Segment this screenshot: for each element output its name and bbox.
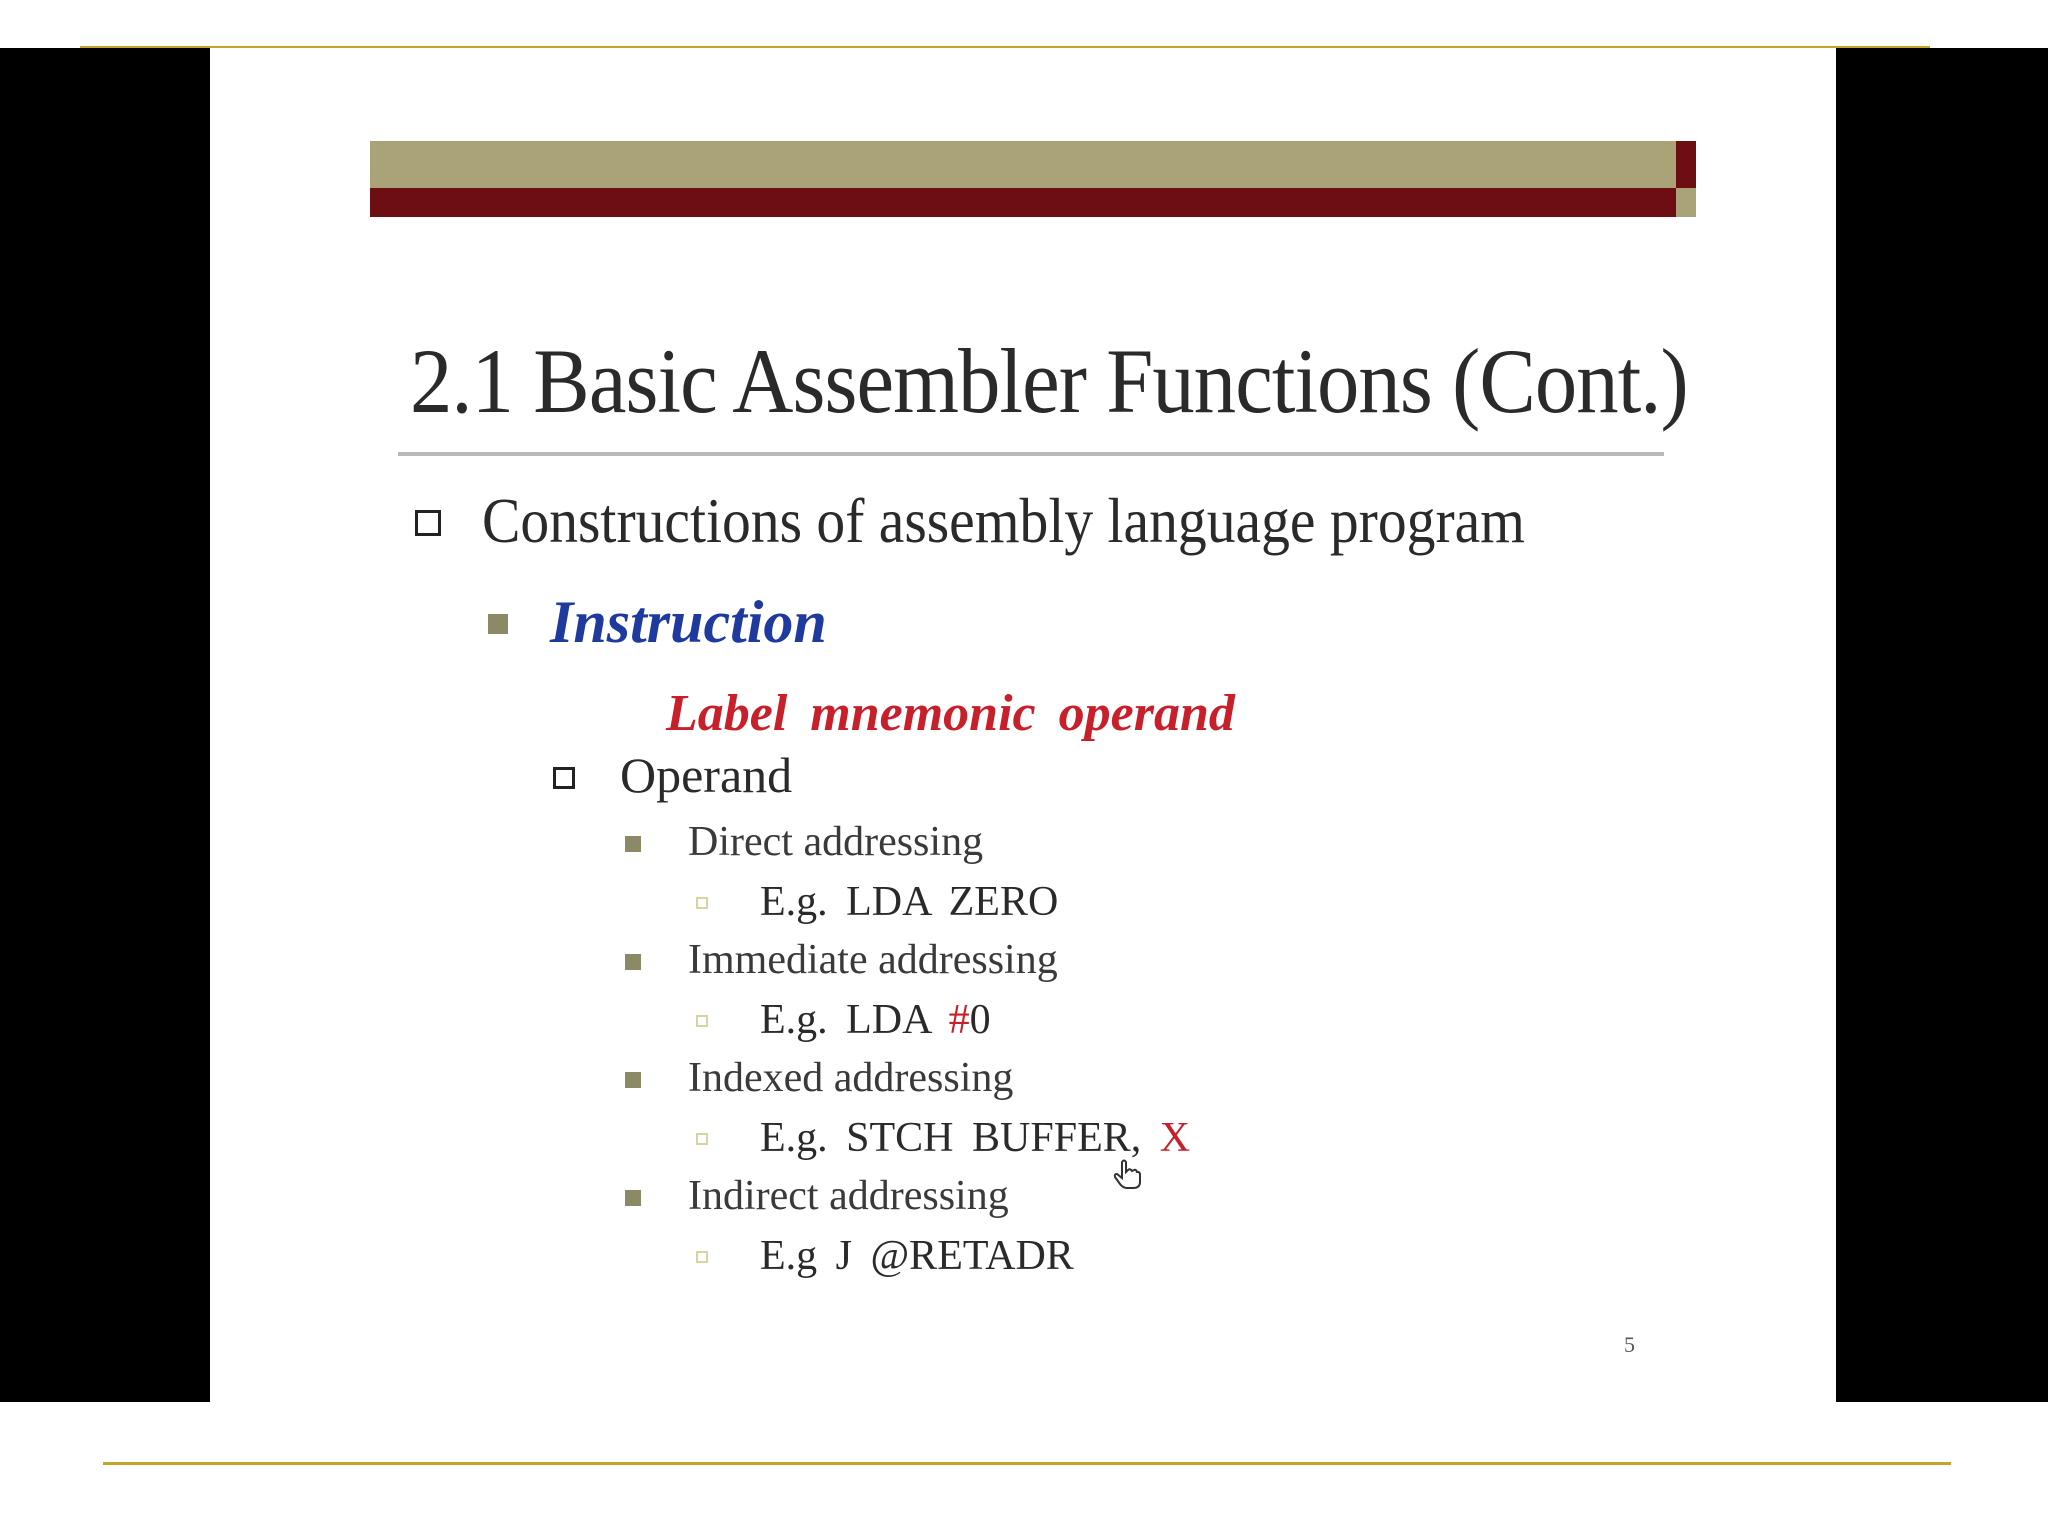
indirect-addressing-example: E.g J @RETADR xyxy=(760,1233,1074,1279)
immediate-addressing-label: Immediate addressing xyxy=(688,937,1058,983)
item-bullet-icon xyxy=(625,954,641,970)
slide xyxy=(210,48,1836,1402)
example-text-rest: 0 xyxy=(969,997,991,1043)
item-bullet-icon xyxy=(625,836,641,852)
header-olive-band xyxy=(370,141,1676,188)
slide-title: 2.1 Basic Assembler Functions (Cont.) xyxy=(410,330,1688,432)
instruction-heading: Instruction xyxy=(550,589,827,655)
hand-pointer-icon xyxy=(1112,1158,1142,1190)
immediate-addressing-example xyxy=(760,996,991,1044)
header-corner-square-maroon xyxy=(1676,141,1696,188)
direct-addressing-label: Direct addressing xyxy=(688,819,984,865)
example-highlight: X xyxy=(1159,1115,1191,1161)
example-bullet-icon xyxy=(696,1133,708,1145)
operand-heading: Operand xyxy=(620,747,793,803)
example-text: E.g. STCH BUFFER, xyxy=(760,1115,1160,1161)
slide-header-bar xyxy=(370,141,1696,217)
level1-text: Constructions of assembly language program xyxy=(482,485,1525,556)
example-text: E.g. LDA xyxy=(760,879,949,925)
instruction-syntax: Label mnemonic operand xyxy=(666,685,1235,742)
page-number: 5 xyxy=(1624,1332,1635,1357)
level1-bullet-icon xyxy=(415,510,441,536)
level2-bullet-icon xyxy=(488,614,508,634)
video-frame xyxy=(0,48,2048,1402)
bottom-divider-line xyxy=(103,1462,1951,1465)
indexed-addressing-example xyxy=(760,1114,1190,1162)
example-text-rest: ZERO xyxy=(948,879,1059,925)
example-bullet-icon xyxy=(696,1251,708,1263)
direct-addressing-example xyxy=(760,878,1058,926)
item-bullet-icon xyxy=(625,1190,641,1206)
example-highlight: # xyxy=(948,997,970,1043)
header-corner-square-olive xyxy=(1676,188,1696,217)
level3-bullet-icon xyxy=(553,767,575,789)
example-bullet-icon xyxy=(696,897,708,909)
example-bullet-icon xyxy=(696,1015,708,1027)
title-underline xyxy=(398,452,1664,456)
indexed-addressing-label: Indexed addressing xyxy=(688,1055,1014,1101)
header-maroon-band xyxy=(370,188,1676,217)
indirect-addressing-label: Indirect addressing xyxy=(688,1173,1009,1219)
example-text: E.g. LDA xyxy=(760,997,949,1043)
item-bullet-icon xyxy=(625,1072,641,1088)
